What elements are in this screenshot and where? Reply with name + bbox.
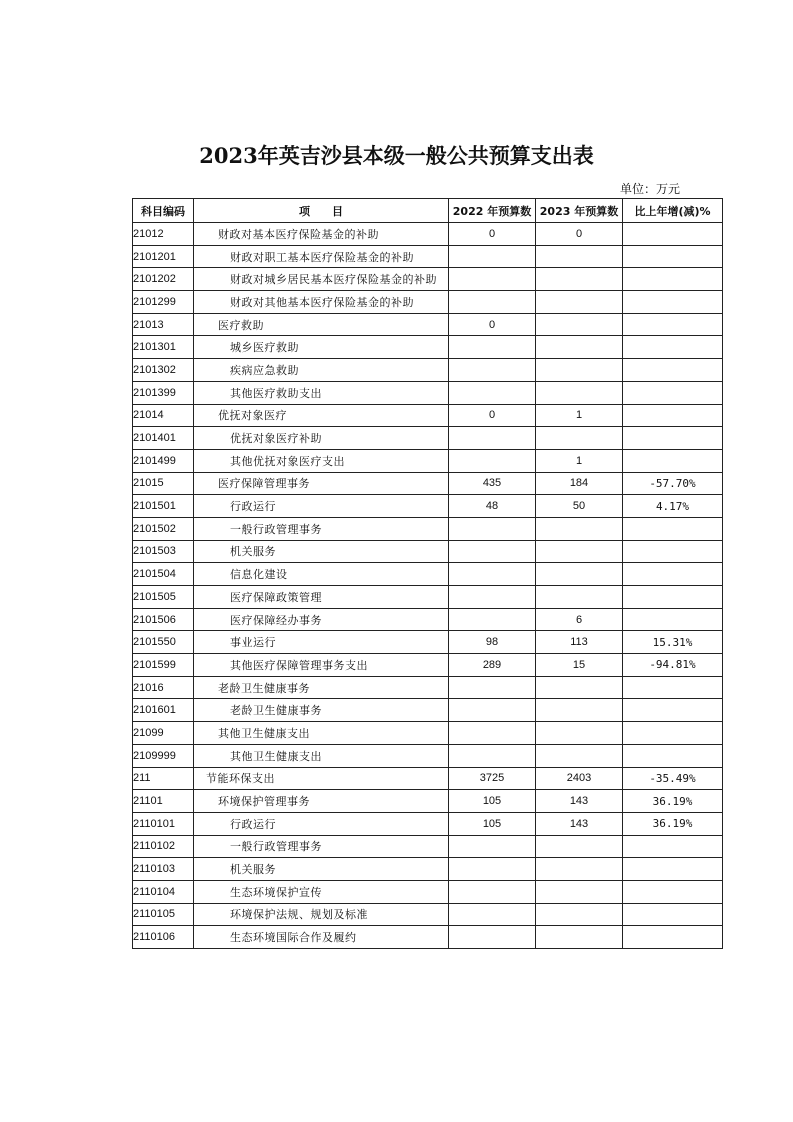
cell-name: 优抚对象医疗 xyxy=(194,404,449,427)
table-row xyxy=(133,472,723,495)
table-row xyxy=(133,291,723,314)
table-row xyxy=(133,767,723,790)
cell-change: 15.31% xyxy=(623,631,723,654)
cell-name: 财政对职工基本医疗保险基金的补助 xyxy=(194,245,449,268)
cell-code: 2101399 xyxy=(133,381,194,404)
table-row xyxy=(133,245,723,268)
cell-code: 2101504 xyxy=(133,563,194,586)
cell-2022: 3725 xyxy=(449,767,536,790)
cell-name: 老龄卫生健康事务 xyxy=(194,676,449,699)
header-2022: 2022 年预算数 xyxy=(449,199,536,223)
cell-2022 xyxy=(449,540,536,563)
cell-change: 36.19% xyxy=(623,790,723,813)
page-title: 2023年英吉沙县本级一般公共预算支出表 xyxy=(199,143,594,168)
table-row xyxy=(133,631,723,654)
table-row xyxy=(133,790,723,813)
cell-2022 xyxy=(449,880,536,903)
cell-name: 其他卫生健康支出 xyxy=(194,722,449,745)
cell-2022: 289 xyxy=(449,654,536,677)
cell-2023: 143 xyxy=(536,790,623,813)
cell-change xyxy=(623,359,723,382)
cell-name: 信息化建设 xyxy=(194,563,449,586)
cell-2023 xyxy=(536,858,623,881)
cell-name: 疾病应急救助 xyxy=(194,359,449,382)
cell-change xyxy=(623,381,723,404)
cell-2022 xyxy=(449,722,536,745)
table-row xyxy=(133,268,723,291)
table-row xyxy=(133,744,723,767)
table-row xyxy=(133,427,723,450)
cell-2022 xyxy=(449,563,536,586)
cell-code: 2109999 xyxy=(133,744,194,767)
cell-code: 2110101 xyxy=(133,812,194,835)
cell-2023: 0 xyxy=(536,223,623,246)
cell-2023 xyxy=(536,245,623,268)
table-row xyxy=(133,336,723,359)
cell-2022: 48 xyxy=(449,495,536,518)
cell-name: 财政对其他基本医疗保险基金的补助 xyxy=(194,291,449,314)
cell-code: 2110102 xyxy=(133,835,194,858)
cell-2022 xyxy=(449,903,536,926)
cell-code: 2101601 xyxy=(133,699,194,722)
budget-table xyxy=(132,198,723,949)
cell-name: 财政对基本医疗保险基金的补助 xyxy=(194,223,449,246)
cell-change xyxy=(623,744,723,767)
cell-code: 2101503 xyxy=(133,540,194,563)
cell-2023: 2403 xyxy=(536,767,623,790)
cell-code: 2101499 xyxy=(133,449,194,472)
cell-code: 2101599 xyxy=(133,654,194,677)
cell-code: 2101506 xyxy=(133,608,194,631)
cell-code: 2101505 xyxy=(133,586,194,609)
cell-name: 一般行政管理事务 xyxy=(194,835,449,858)
cell-2023: 113 xyxy=(536,631,623,654)
table-row xyxy=(133,381,723,404)
cell-name: 财政对城乡居民基本医疗保险基金的补助 xyxy=(194,268,449,291)
table-row xyxy=(133,699,723,722)
cell-2023 xyxy=(536,835,623,858)
cell-2023 xyxy=(536,427,623,450)
cell-2023 xyxy=(536,926,623,949)
cell-2022 xyxy=(449,359,536,382)
table-row xyxy=(133,608,723,631)
cell-2022: 0 xyxy=(449,404,536,427)
cell-2023 xyxy=(536,540,623,563)
cell-change xyxy=(623,291,723,314)
cell-2023 xyxy=(536,313,623,336)
cell-change xyxy=(623,540,723,563)
cell-change: 4.17% xyxy=(623,495,723,518)
table-row xyxy=(133,880,723,903)
cell-2023 xyxy=(536,722,623,745)
cell-2022 xyxy=(449,858,536,881)
cell-code: 2101302 xyxy=(133,359,194,382)
cell-change xyxy=(623,336,723,359)
cell-code: 2110103 xyxy=(133,858,194,881)
table-row xyxy=(133,812,723,835)
cell-name: 城乡医疗救助 xyxy=(194,336,449,359)
cell-2022 xyxy=(449,517,536,540)
cell-2023: 143 xyxy=(536,812,623,835)
cell-change xyxy=(623,404,723,427)
cell-name: 生态环境国际合作及履约 xyxy=(194,926,449,949)
cell-change xyxy=(623,699,723,722)
cell-name: 机关服务 xyxy=(194,540,449,563)
table-row xyxy=(133,676,723,699)
cell-change: -35.49% xyxy=(623,767,723,790)
cell-2023 xyxy=(536,586,623,609)
cell-code: 2101202 xyxy=(133,268,194,291)
cell-name: 优抚对象医疗补助 xyxy=(194,427,449,450)
cell-2022 xyxy=(449,608,536,631)
cell-2023 xyxy=(536,903,623,926)
cell-code: 2101201 xyxy=(133,245,194,268)
cell-code: 21101 xyxy=(133,790,194,813)
cell-name: 医疗保障经办事务 xyxy=(194,608,449,631)
cell-change xyxy=(623,676,723,699)
cell-2022 xyxy=(449,381,536,404)
cell-2023 xyxy=(536,291,623,314)
cell-code: 21013 xyxy=(133,313,194,336)
cell-2023: 1 xyxy=(536,404,623,427)
cell-2022 xyxy=(449,245,536,268)
cell-2023 xyxy=(536,699,623,722)
cell-change xyxy=(623,835,723,858)
cell-change: -94.81% xyxy=(623,654,723,677)
cell-code: 21014 xyxy=(133,404,194,427)
cell-name: 医疗救助 xyxy=(194,313,449,336)
cell-name: 其他医疗保障管理事务支出 xyxy=(194,654,449,677)
cell-name: 行政运行 xyxy=(194,495,449,518)
cell-code: 2101401 xyxy=(133,427,194,450)
cell-code: 2101502 xyxy=(133,517,194,540)
cell-2023 xyxy=(536,744,623,767)
cell-name: 节能环保支出 xyxy=(194,767,449,790)
cell-name: 事业运行 xyxy=(194,631,449,654)
cell-name: 医疗保障政策管理 xyxy=(194,586,449,609)
header-code: 科目编码 xyxy=(133,199,194,223)
cell-code: 2110105 xyxy=(133,903,194,926)
cell-2022: 98 xyxy=(449,631,536,654)
cell-change xyxy=(623,903,723,926)
table-row xyxy=(133,359,723,382)
table-row xyxy=(133,835,723,858)
cell-name: 医疗保障管理事务 xyxy=(194,472,449,495)
cell-2022 xyxy=(449,291,536,314)
cell-change: -57.70% xyxy=(623,472,723,495)
unit-label: 单位：万元 xyxy=(620,182,681,196)
cell-2023 xyxy=(536,268,623,291)
table-row xyxy=(133,722,723,745)
cell-2022 xyxy=(449,744,536,767)
cell-code: 2101501 xyxy=(133,495,194,518)
header-name: 项 目 xyxy=(194,199,449,223)
cell-change xyxy=(623,427,723,450)
cell-2023: 184 xyxy=(536,472,623,495)
cell-change xyxy=(623,858,723,881)
cell-2022: 0 xyxy=(449,313,536,336)
cell-change xyxy=(623,880,723,903)
cell-name: 其他医疗救助支出 xyxy=(194,381,449,404)
cell-2023: 15 xyxy=(536,654,623,677)
cell-2023: 50 xyxy=(536,495,623,518)
cell-code: 2101550 xyxy=(133,631,194,654)
table-row xyxy=(133,654,723,677)
cell-change xyxy=(623,313,723,336)
header-change: 比上年增(减)% xyxy=(623,199,723,223)
cell-2022 xyxy=(449,268,536,291)
table-row xyxy=(133,563,723,586)
cell-2022 xyxy=(449,699,536,722)
cell-2022 xyxy=(449,449,536,472)
table-row xyxy=(133,858,723,881)
table-row xyxy=(133,926,723,949)
cell-2022: 105 xyxy=(449,790,536,813)
cell-change xyxy=(623,517,723,540)
table-row xyxy=(133,586,723,609)
table-row xyxy=(133,449,723,472)
cell-name: 其他优抚对象医疗支出 xyxy=(194,449,449,472)
cell-2023 xyxy=(536,336,623,359)
cell-name: 行政运行 xyxy=(194,812,449,835)
cell-name: 其他卫生健康支出 xyxy=(194,744,449,767)
cell-change xyxy=(623,245,723,268)
table-row xyxy=(133,313,723,336)
header-2023: 2023 年预算数 xyxy=(536,199,623,223)
cell-change xyxy=(623,722,723,745)
cell-code: 2110106 xyxy=(133,926,194,949)
cell-change: 36.19% xyxy=(623,812,723,835)
cell-code: 2110104 xyxy=(133,880,194,903)
cell-2022 xyxy=(449,336,536,359)
cell-change xyxy=(623,223,723,246)
table-row xyxy=(133,495,723,518)
cell-change xyxy=(623,926,723,949)
cell-change xyxy=(623,586,723,609)
cell-change xyxy=(623,449,723,472)
table-body xyxy=(133,223,723,949)
cell-code: 2101299 xyxy=(133,291,194,314)
cell-2023 xyxy=(536,381,623,404)
cell-code: 21099 xyxy=(133,722,194,745)
cell-name: 环境保护法规、规划及标准 xyxy=(194,903,449,926)
cell-2022: 105 xyxy=(449,812,536,835)
table-row xyxy=(133,517,723,540)
cell-change xyxy=(623,563,723,586)
cell-2022 xyxy=(449,926,536,949)
cell-name: 环境保护管理事务 xyxy=(194,790,449,813)
cell-2022 xyxy=(449,586,536,609)
cell-name: 机关服务 xyxy=(194,858,449,881)
cell-2023: 6 xyxy=(536,608,623,631)
cell-2022 xyxy=(449,835,536,858)
cell-code: 21016 xyxy=(133,676,194,699)
cell-name: 生态环境保护宣传 xyxy=(194,880,449,903)
cell-2023 xyxy=(536,676,623,699)
cell-2023 xyxy=(536,880,623,903)
table-row xyxy=(133,404,723,427)
cell-2022: 0 xyxy=(449,223,536,246)
cell-2023 xyxy=(536,563,623,586)
cell-code: 21015 xyxy=(133,472,194,495)
table-row xyxy=(133,903,723,926)
cell-code: 2101301 xyxy=(133,336,194,359)
cell-code: 211 xyxy=(133,767,194,790)
cell-change xyxy=(623,608,723,631)
cell-2023 xyxy=(536,517,623,540)
cell-name: 一般行政管理事务 xyxy=(194,517,449,540)
cell-2023 xyxy=(536,359,623,382)
cell-code: 21012 xyxy=(133,223,194,246)
cell-name: 老龄卫生健康事务 xyxy=(194,699,449,722)
cell-2023: 1 xyxy=(536,449,623,472)
table-header-row xyxy=(133,199,723,223)
table-row xyxy=(133,540,723,563)
cell-2022 xyxy=(449,676,536,699)
cell-2022: 435 xyxy=(449,472,536,495)
cell-2022 xyxy=(449,427,536,450)
table-row xyxy=(133,223,723,246)
cell-change xyxy=(623,268,723,291)
